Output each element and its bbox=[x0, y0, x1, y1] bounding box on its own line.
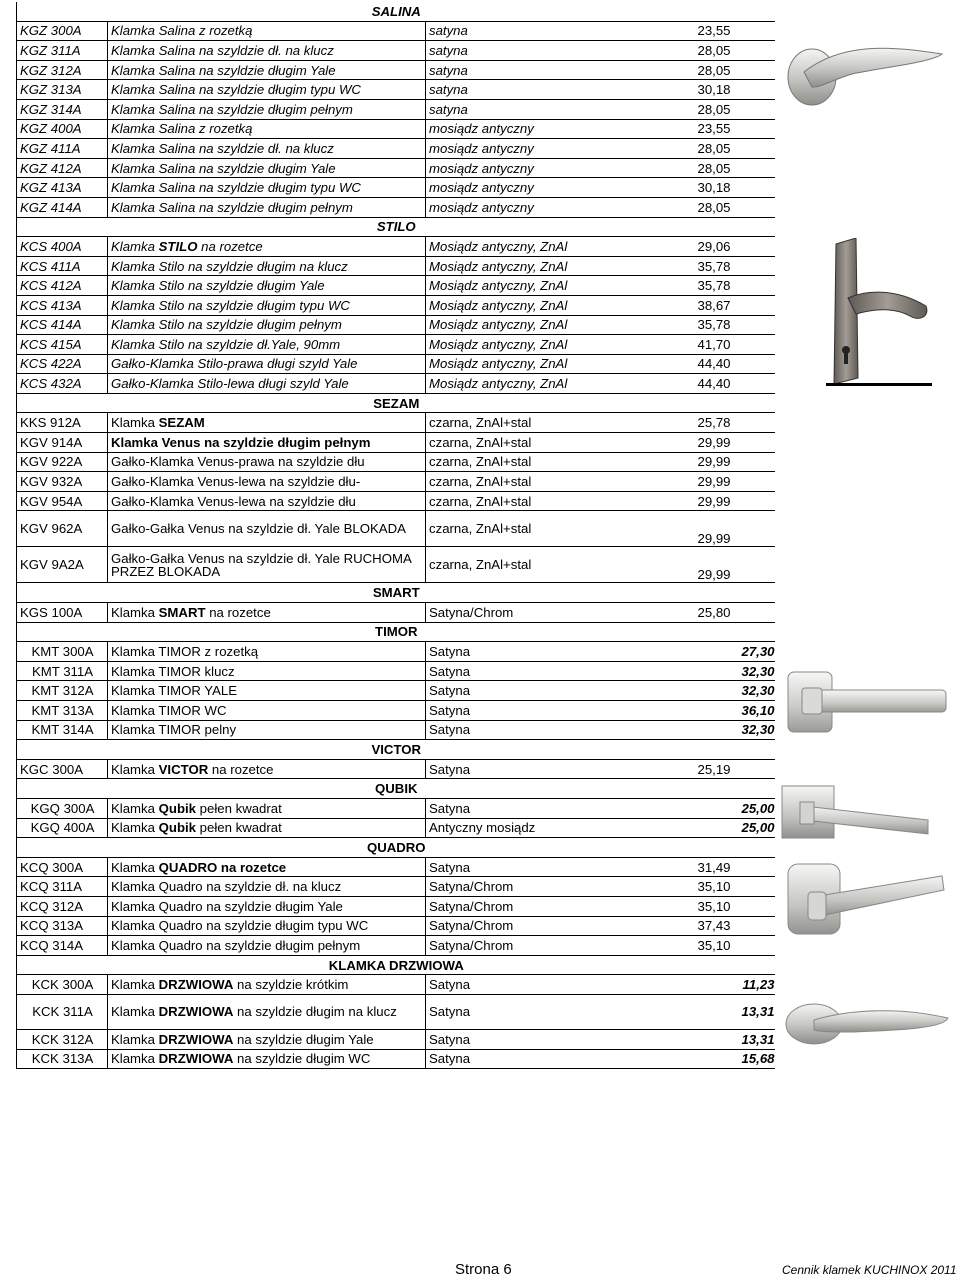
product-material: Mosiądz antyczny, ZnAl bbox=[426, 237, 624, 257]
product-code: KMT 311A bbox=[17, 661, 108, 681]
product-name-part: Klamka bbox=[111, 977, 159, 993]
section-header-row bbox=[17, 583, 775, 603]
section-header-row bbox=[17, 955, 775, 975]
product-name-part: na rozetce bbox=[208, 761, 274, 777]
product-name-highlight: VICTOR bbox=[158, 761, 209, 777]
stilo-handle-image bbox=[826, 238, 934, 386]
product-name: Klamka Salina na szyldzie długim typu WC bbox=[108, 80, 426, 100]
product-price: 13,31 bbox=[624, 994, 775, 1029]
product-row bbox=[17, 237, 775, 257]
product-row bbox=[17, 178, 775, 198]
product-name: Gałko-Klamka Venus-lewa na szyldzie dłu- bbox=[108, 472, 426, 492]
product-name: Klamka Stilo na szyldzie długim pełnym bbox=[108, 315, 426, 335]
section-title: VICTOR bbox=[17, 740, 775, 760]
product-material: czarna, ZnAl+stal bbox=[426, 472, 624, 492]
qubik-handle-image bbox=[778, 776, 950, 856]
product-price: 25,19 bbox=[624, 759, 775, 779]
product-code: KCS 422A bbox=[17, 354, 108, 374]
product-row bbox=[17, 1029, 775, 1049]
product-material: mosiądz antyczny bbox=[426, 158, 624, 178]
product-code: KGZ 412A bbox=[17, 158, 108, 178]
product-material: Satyna/Chrom bbox=[426, 877, 624, 897]
section-title: QUBIK bbox=[17, 779, 775, 799]
product-row bbox=[17, 1049, 775, 1069]
product-code: KGV 9A2A bbox=[17, 547, 108, 583]
product-row bbox=[17, 374, 775, 394]
product-name-highlight: Qubik bbox=[158, 820, 197, 836]
section-header-row bbox=[17, 2, 775, 21]
product-material: Mosiądz antyczny, ZnAl bbox=[426, 315, 624, 335]
product-name bbox=[108, 603, 426, 623]
product-code: KGV 914A bbox=[17, 433, 108, 453]
product-name: Klamka Stilo na szyldzie dł.Yale, 90mm bbox=[108, 335, 426, 355]
product-row bbox=[17, 472, 775, 492]
product-name-part: pełen kwadrat bbox=[196, 800, 282, 816]
product-code: KCQ 314A bbox=[17, 936, 108, 956]
product-material: Satyna bbox=[426, 759, 624, 779]
drzwiowa-handle-image bbox=[784, 998, 952, 1048]
product-price: 28,05 bbox=[624, 158, 775, 178]
product-name: Gałko-Klamka Venus-prawa na szyldzie dłu bbox=[108, 452, 426, 472]
product-material: Mosiądz antyczny, ZnAl bbox=[426, 374, 624, 394]
product-code: KCK 311A bbox=[17, 994, 108, 1029]
product-name: Klamka Salina na szyldzie długim Yale bbox=[108, 60, 426, 80]
product-material: mosiądz antyczny bbox=[426, 119, 624, 139]
section-header-row bbox=[17, 217, 775, 237]
product-name bbox=[108, 237, 426, 257]
product-code: KCS 412A bbox=[17, 276, 108, 296]
product-material: Satyna bbox=[426, 1049, 624, 1069]
product-name: Gałko-Gałka Venus na szyldzie dł. Yale RUCHOMA PRZEZ BLOKADA bbox=[108, 547, 426, 583]
product-name-part: na rozetce bbox=[197, 238, 263, 254]
product-material: Satyna/Chrom bbox=[426, 896, 624, 916]
salina-handle-image bbox=[782, 32, 950, 112]
product-code: KKS 912A bbox=[17, 413, 108, 433]
product-code: KMT 312A bbox=[17, 681, 108, 701]
section-header-row bbox=[17, 622, 775, 642]
product-name bbox=[108, 433, 426, 453]
product-code: KMT 313A bbox=[17, 701, 108, 721]
product-name-highlight: DRZWIOWA bbox=[158, 1051, 234, 1067]
product-price: 35,10 bbox=[624, 936, 775, 956]
product-material: satyna bbox=[426, 41, 624, 61]
section-header-row bbox=[17, 838, 775, 858]
product-material: Satyna bbox=[426, 642, 624, 662]
product-price: 25,00 bbox=[624, 818, 775, 838]
product-name bbox=[108, 1049, 426, 1069]
product-row bbox=[17, 335, 775, 355]
product-price: 25,80 bbox=[624, 603, 775, 623]
product-material: Satyna/Chrom bbox=[426, 603, 624, 623]
product-price: 29,99 bbox=[624, 433, 775, 453]
product-name: Klamka Salina na szyldzie długim typu WC bbox=[108, 178, 426, 198]
product-price: 35,78 bbox=[624, 315, 775, 335]
product-price: 29,99 bbox=[624, 491, 775, 511]
product-price: 23,55 bbox=[624, 21, 775, 41]
product-code: KGZ 400A bbox=[17, 119, 108, 139]
product-code: KMT 300A bbox=[17, 642, 108, 662]
product-price: 28,05 bbox=[624, 60, 775, 80]
product-code: KCS 413A bbox=[17, 295, 108, 315]
product-price: 35,10 bbox=[624, 896, 775, 916]
section-title: KLAMKA DRZWIOWA bbox=[17, 955, 775, 975]
product-code: KCK 300A bbox=[17, 975, 108, 995]
product-name-part: Klamka bbox=[111, 761, 159, 777]
product-material: Mosiądz antyczny, ZnAl bbox=[426, 335, 624, 355]
product-name-highlight: STILO bbox=[158, 238, 198, 254]
product-name: Klamka Salina na szyldzie dł. na klucz bbox=[108, 41, 426, 61]
product-row bbox=[17, 21, 775, 41]
product-name-part: Klamka bbox=[111, 238, 159, 254]
product-row bbox=[17, 433, 775, 453]
section-header-row bbox=[17, 740, 775, 760]
product-material: Antyczny mosiądz bbox=[426, 818, 624, 838]
product-price: 36,10 bbox=[624, 701, 775, 721]
product-code: KGZ 300A bbox=[17, 21, 108, 41]
product-row bbox=[17, 60, 775, 80]
product-row bbox=[17, 681, 775, 701]
product-code: KGZ 314A bbox=[17, 99, 108, 119]
product-row bbox=[17, 994, 775, 1029]
product-price: 38,67 bbox=[624, 295, 775, 315]
product-row bbox=[17, 491, 775, 511]
product-material: czarna, ZnAl+stal bbox=[426, 547, 624, 583]
product-price: 29,99 bbox=[624, 452, 775, 472]
product-row bbox=[17, 916, 775, 936]
product-row bbox=[17, 511, 775, 547]
section-title: TIMOR bbox=[17, 622, 775, 642]
product-row bbox=[17, 158, 775, 178]
product-price: 35,78 bbox=[624, 256, 775, 276]
product-name: Klamka Salina z rozetką bbox=[108, 21, 426, 41]
product-name: Klamka TIMOR pelny bbox=[108, 720, 426, 740]
product-price: 32,30 bbox=[624, 661, 775, 681]
product-name: Gałko-Klamka Venus-lewa na szyldzie dłu bbox=[108, 491, 426, 511]
product-name-highlight: QUADRO na rozetce bbox=[158, 859, 287, 875]
product-price: 41,70 bbox=[624, 335, 775, 355]
product-name bbox=[108, 759, 426, 779]
product-price: 29,99 bbox=[624, 511, 775, 547]
product-code: KCK 313A bbox=[17, 1049, 108, 1069]
product-name: Klamka Quadro na szyldzie długim Yale bbox=[108, 896, 426, 916]
product-name bbox=[108, 413, 426, 433]
product-name: Klamka Stilo na szyldzie długim na klucz bbox=[108, 256, 426, 276]
product-code: KCS 432A bbox=[17, 374, 108, 394]
product-code: KGZ 414A bbox=[17, 197, 108, 217]
product-material: satyna bbox=[426, 21, 624, 41]
product-code: KGZ 313A bbox=[17, 80, 108, 100]
product-row bbox=[17, 354, 775, 374]
product-name-part: na szyldzie długim WC bbox=[233, 1051, 371, 1067]
product-price: 15,68 bbox=[624, 1049, 775, 1069]
product-price: 25,78 bbox=[624, 413, 775, 433]
price-table-body bbox=[17, 2, 775, 1069]
product-row bbox=[17, 41, 775, 61]
section-header-row bbox=[17, 779, 775, 799]
product-name-part: na szyldzie krótkim bbox=[233, 977, 349, 993]
product-name-part: na rozetce bbox=[205, 604, 271, 620]
product-row bbox=[17, 197, 775, 217]
product-name bbox=[108, 1029, 426, 1049]
product-material: czarna, ZnAl+stal bbox=[426, 452, 624, 472]
product-name: Klamka Salina na szyldzie długim pełnym bbox=[108, 99, 426, 119]
product-material: mosiądz antyczny bbox=[426, 197, 624, 217]
product-name bbox=[108, 975, 426, 995]
product-price: 37,43 bbox=[624, 916, 775, 936]
product-row bbox=[17, 603, 775, 623]
product-row bbox=[17, 798, 775, 818]
product-row bbox=[17, 818, 775, 838]
product-material: Satyna bbox=[426, 720, 624, 740]
product-material: Satyna/Chrom bbox=[426, 936, 624, 956]
product-material: czarna, ZnAl+stal bbox=[426, 433, 624, 453]
product-price: 31,49 bbox=[624, 857, 775, 877]
product-code: KGQ 400A bbox=[17, 818, 108, 838]
product-price: 28,05 bbox=[624, 197, 775, 217]
product-row bbox=[17, 936, 775, 956]
product-row bbox=[17, 720, 775, 740]
product-name: Klamka Salina z rozetką bbox=[108, 119, 426, 139]
product-name: Klamka Stilo na szyldzie długim Yale bbox=[108, 276, 426, 296]
product-row bbox=[17, 139, 775, 159]
product-name-highlight: SEZAM bbox=[158, 415, 205, 431]
product-price: 30,18 bbox=[624, 178, 775, 198]
product-material: Satyna bbox=[426, 681, 624, 701]
product-code: KCK 312A bbox=[17, 1029, 108, 1049]
product-material: mosiądz antyczny bbox=[426, 178, 624, 198]
product-name bbox=[108, 798, 426, 818]
page-number: Strona 6 bbox=[455, 1261, 512, 1278]
product-price: 29,99 bbox=[624, 547, 775, 583]
product-row bbox=[17, 256, 775, 276]
product-name-part: Klamka bbox=[111, 800, 159, 816]
product-name: Gałko-Gałka Venus na szyldzie dł. Yale BLOKADA bbox=[108, 511, 426, 547]
product-name-highlight: Klamka Venus na szyldzie długim pełnym bbox=[111, 434, 371, 450]
product-name-part: Klamka bbox=[111, 1031, 159, 1047]
product-price: 28,05 bbox=[624, 139, 775, 159]
product-row bbox=[17, 701, 775, 721]
product-row bbox=[17, 877, 775, 897]
product-material: satyna bbox=[426, 99, 624, 119]
product-code: KGV 962A bbox=[17, 511, 108, 547]
section-title: SEZAM bbox=[17, 393, 775, 413]
product-material: czarna, ZnAl+stal bbox=[426, 491, 624, 511]
product-name-highlight: Qubik bbox=[158, 800, 197, 816]
product-code: KGZ 411A bbox=[17, 139, 108, 159]
product-code: KGV 954A bbox=[17, 491, 108, 511]
product-row bbox=[17, 642, 775, 662]
product-row bbox=[17, 315, 775, 335]
product-code: KGZ 312A bbox=[17, 60, 108, 80]
product-name-part: Klamka bbox=[111, 415, 159, 431]
product-code: KGQ 300A bbox=[17, 798, 108, 818]
product-name: Klamka Salina na szyldzie długim pełnym bbox=[108, 197, 426, 217]
product-code: KCQ 311A bbox=[17, 877, 108, 897]
product-code: KCS 400A bbox=[17, 237, 108, 257]
product-material: czarna, ZnAl+stal bbox=[426, 511, 624, 547]
product-material: Satyna bbox=[426, 975, 624, 995]
product-material: Satyna bbox=[426, 701, 624, 721]
product-name bbox=[108, 857, 426, 877]
product-price: 44,40 bbox=[624, 354, 775, 374]
product-row bbox=[17, 975, 775, 995]
product-code: KCS 414A bbox=[17, 315, 108, 335]
product-price: 11,23 bbox=[624, 975, 775, 995]
product-name-part: Klamka bbox=[111, 1004, 159, 1020]
product-price: 23,55 bbox=[624, 119, 775, 139]
product-name-part: Klamka bbox=[111, 820, 159, 836]
product-price: 30,18 bbox=[624, 80, 775, 100]
product-name-part: na szyldzie długim na klucz bbox=[233, 1004, 397, 1020]
section-title: SMART bbox=[17, 583, 775, 603]
product-price: 13,31 bbox=[624, 1029, 775, 1049]
product-price: 32,30 bbox=[624, 720, 775, 740]
product-code: KCQ 313A bbox=[17, 916, 108, 936]
product-material: Satyna bbox=[426, 857, 624, 877]
product-row bbox=[17, 857, 775, 877]
product-price: 28,05 bbox=[624, 99, 775, 119]
product-row bbox=[17, 759, 775, 779]
product-row bbox=[17, 413, 775, 433]
product-name: Klamka TIMOR WC bbox=[108, 701, 426, 721]
catalog-title: Cennik klamek KUCHINOX 2011 bbox=[782, 1263, 957, 1277]
product-row bbox=[17, 295, 775, 315]
timor-handle-image bbox=[782, 658, 952, 744]
product-code: KGZ 311A bbox=[17, 41, 108, 61]
product-name-highlight: DRZWIOWA bbox=[158, 977, 234, 993]
product-code: KCS 411A bbox=[17, 256, 108, 276]
product-name: Klamka TIMOR YALE bbox=[108, 681, 426, 701]
price-list-sheet bbox=[16, 2, 775, 1069]
product-code: KCQ 312A bbox=[17, 896, 108, 916]
price-table bbox=[16, 2, 775, 1069]
product-name-highlight: DRZWIOWA bbox=[158, 1004, 234, 1020]
product-code: KCQ 300A bbox=[17, 857, 108, 877]
product-name bbox=[108, 818, 426, 838]
section-title: STILO bbox=[17, 217, 775, 237]
product-row bbox=[17, 276, 775, 296]
product-name-highlight: DRZWIOWA bbox=[158, 1031, 234, 1047]
product-price: 32,30 bbox=[624, 681, 775, 701]
product-price: 35,10 bbox=[624, 877, 775, 897]
product-material: czarna, ZnAl+stal bbox=[426, 413, 624, 433]
product-code: KMT 314A bbox=[17, 720, 108, 740]
product-code: KCS 415A bbox=[17, 335, 108, 355]
product-material: Mosiądz antyczny, ZnAl bbox=[426, 295, 624, 315]
product-material: Satyna bbox=[426, 1029, 624, 1049]
product-price: 27,30 bbox=[624, 642, 775, 662]
product-name: Klamka Salina na szyldzie dł. na klucz bbox=[108, 139, 426, 159]
product-price: 25,00 bbox=[624, 798, 775, 818]
section-title: SALINA bbox=[17, 2, 775, 21]
product-price: 44,40 bbox=[624, 374, 775, 394]
product-name: Klamka Salina na szyldzie długim Yale bbox=[108, 158, 426, 178]
product-name: Gałko-Klamka Stilo-lewa długi szyld Yale bbox=[108, 374, 426, 394]
product-material: satyna bbox=[426, 60, 624, 80]
product-material: mosiądz antyczny bbox=[426, 139, 624, 159]
product-material: Mosiądz antyczny, ZnAl bbox=[426, 354, 624, 374]
product-name: Klamka Quadro na szyldzie długim typu WC bbox=[108, 916, 426, 936]
product-material: Mosiądz antyczny, ZnAl bbox=[426, 256, 624, 276]
product-row bbox=[17, 896, 775, 916]
product-code: KGV 932A bbox=[17, 472, 108, 492]
product-code: KGC 300A bbox=[17, 759, 108, 779]
product-material: Satyna bbox=[426, 994, 624, 1029]
product-name-highlight: SMART bbox=[158, 604, 206, 620]
product-code: KGV 922A bbox=[17, 452, 108, 472]
product-name: Klamka Quadro na szyldzie dł. na klucz bbox=[108, 877, 426, 897]
product-name: Klamka TIMOR z rozetką bbox=[108, 642, 426, 662]
product-material: Mosiądz antyczny, ZnAl bbox=[426, 276, 624, 296]
product-price: 35,78 bbox=[624, 276, 775, 296]
product-name-part: pełen kwadrat bbox=[196, 820, 282, 836]
product-name-part: Klamka bbox=[111, 1051, 159, 1067]
quadro-handle-image bbox=[778, 856, 950, 956]
product-row bbox=[17, 119, 775, 139]
product-row bbox=[17, 452, 775, 472]
product-material: Satyna bbox=[426, 798, 624, 818]
product-material: Satyna/Chrom bbox=[426, 916, 624, 936]
product-row bbox=[17, 661, 775, 681]
product-price: 29,06 bbox=[624, 237, 775, 257]
product-code: KGS 100A bbox=[17, 603, 108, 623]
product-name: Klamka Quadro na szyldzie długim pełnym bbox=[108, 936, 426, 956]
product-price: 29,99 bbox=[624, 472, 775, 492]
product-name-part: Klamka bbox=[111, 859, 159, 875]
section-title: QUADRO bbox=[17, 838, 775, 858]
product-name: Gałko-Klamka Stilo-prawa długi szyld Yale bbox=[108, 354, 426, 374]
product-code: KGZ 413A bbox=[17, 178, 108, 198]
product-row bbox=[17, 99, 775, 119]
product-name: Klamka Stilo na szyldzie długim typu WC bbox=[108, 295, 426, 315]
product-material: satyna bbox=[426, 80, 624, 100]
product-name-part: na szyldzie długim Yale bbox=[233, 1031, 374, 1047]
product-row bbox=[17, 80, 775, 100]
product-name: Klamka TIMOR klucz bbox=[108, 661, 426, 681]
product-material: Satyna bbox=[426, 661, 624, 681]
product-name bbox=[108, 994, 426, 1029]
section-header-row bbox=[17, 393, 775, 413]
product-row bbox=[17, 547, 775, 583]
product-price: 28,05 bbox=[624, 41, 775, 61]
product-name-part: Klamka bbox=[111, 604, 159, 620]
